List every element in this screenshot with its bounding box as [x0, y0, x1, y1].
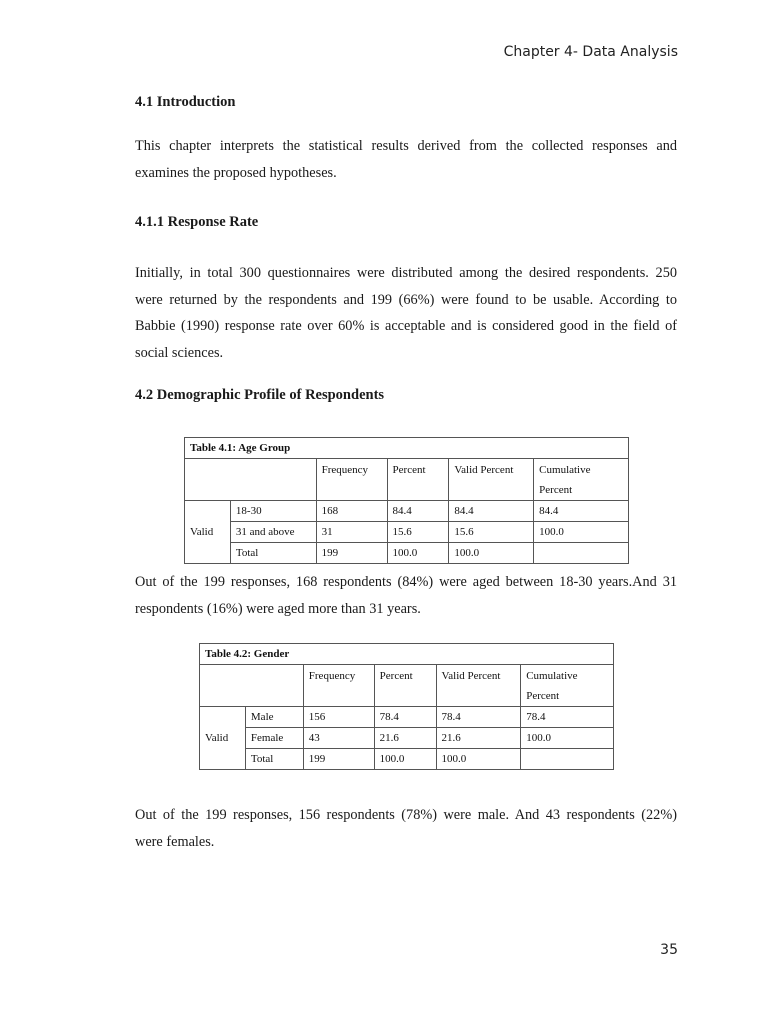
column-header: Valid Percent [449, 459, 534, 501]
cell-cumulative [521, 749, 614, 770]
cell-frequency: 43 [303, 728, 374, 749]
gender-summary-paragraph [135, 802, 677, 855]
table-row [185, 501, 629, 522]
table-caption: Table 4.2: Gender [200, 644, 614, 665]
cell-percent: 21.6 [374, 728, 436, 749]
column-header: Cumulative Percent [521, 665, 614, 707]
cell-percent: 100.0 [374, 749, 436, 770]
table-row [200, 749, 614, 770]
chapter-header: Chapter 4- Data Analysis [503, 44, 678, 60]
age-group-table [184, 437, 629, 564]
cell-frequency: 168 [316, 501, 387, 522]
age-summary-paragraph [135, 569, 677, 622]
cell-cumulative: 100.0 [534, 522, 629, 543]
table-row [185, 522, 629, 543]
cell-percent: 15.6 [387, 522, 449, 543]
valid-label: Valid [200, 707, 246, 770]
page-number: 35 [660, 942, 678, 958]
cell-percent: 84.4 [387, 501, 449, 522]
row-label: Total [230, 543, 316, 564]
column-header: Cumulative Percent [534, 459, 629, 501]
response-rate-heading: 4.1.1 Response Rate [135, 214, 259, 230]
column-header: Frequency [303, 665, 374, 707]
cell-valid-percent: 78.4 [436, 707, 521, 728]
gender-table [199, 643, 614, 770]
cell-cumulative: 84.4 [534, 501, 629, 522]
paragraph-line: respondents (16%) were aged more than 31 years. [135, 600, 421, 617]
cell-cumulative [534, 543, 629, 564]
table-row [185, 543, 629, 564]
paragraph-line: Out of the 199 responses, 168 respondents (84%) were aged between 18-30 years.And 31 [135, 574, 677, 590]
cell-percent: 100.0 [387, 543, 449, 564]
paragraph-line: examines the proposed hypotheses. [135, 164, 337, 181]
cell-frequency: 31 [316, 522, 387, 543]
cell-frequency: 199 [316, 543, 387, 564]
paragraph-line: were females. [135, 833, 215, 850]
table-header-blank [200, 665, 304, 707]
response-rate-paragraph [135, 260, 677, 366]
table-header-blank [185, 459, 317, 501]
cell-valid-percent: 100.0 [449, 543, 534, 564]
paragraph-line: were returned by the respondents and 199 (66%) were found to be usable. According to [135, 291, 677, 308]
column-header: Percent [387, 459, 449, 501]
table-caption: Table 4.1: Age Group [185, 438, 629, 459]
column-header: Valid Percent [436, 665, 521, 707]
intro-paragraph [135, 133, 677, 186]
paragraph-line: Out of the 199 responses, 156 respondents (78%) were male. And 43 respondents (22%) [135, 807, 677, 823]
paragraph-line: This chapter interprets the statistical results derived from the collected responses and [135, 138, 677, 154]
row-label: Male [245, 707, 303, 728]
table-row [200, 707, 614, 728]
table-row [200, 728, 614, 749]
cell-percent: 78.4 [374, 707, 436, 728]
intro-heading: 4.1 Introduction [135, 94, 236, 110]
cell-frequency: 199 [303, 749, 374, 770]
cell-valid-percent: 15.6 [449, 522, 534, 543]
paragraph-line: Initially, in total 300 questionnaires were distributed among the desired respondents. 250 [135, 265, 677, 281]
cell-cumulative: 100.0 [521, 728, 614, 749]
paragraph-line: Babbie (1990) response rate over 60% is acceptable and is considered good in the field of [135, 318, 677, 335]
cell-valid-percent: 21.6 [436, 728, 521, 749]
cell-cumulative: 78.4 [521, 707, 614, 728]
cell-valid-percent: 100.0 [436, 749, 521, 770]
demographic-heading: 4.2 Demographic Profile of Respondents [135, 387, 385, 403]
row-label: 31 and above [230, 522, 316, 543]
row-label: Female [245, 728, 303, 749]
column-header: Percent [374, 665, 436, 707]
cell-frequency: 156 [303, 707, 374, 728]
column-header: Frequency [316, 459, 387, 501]
cell-valid-percent: 84.4 [449, 501, 534, 522]
row-label: 18-30 [230, 501, 316, 522]
row-label: Total [245, 749, 303, 770]
paragraph-line: social sciences. [135, 344, 224, 361]
valid-label: Valid [185, 501, 231, 564]
